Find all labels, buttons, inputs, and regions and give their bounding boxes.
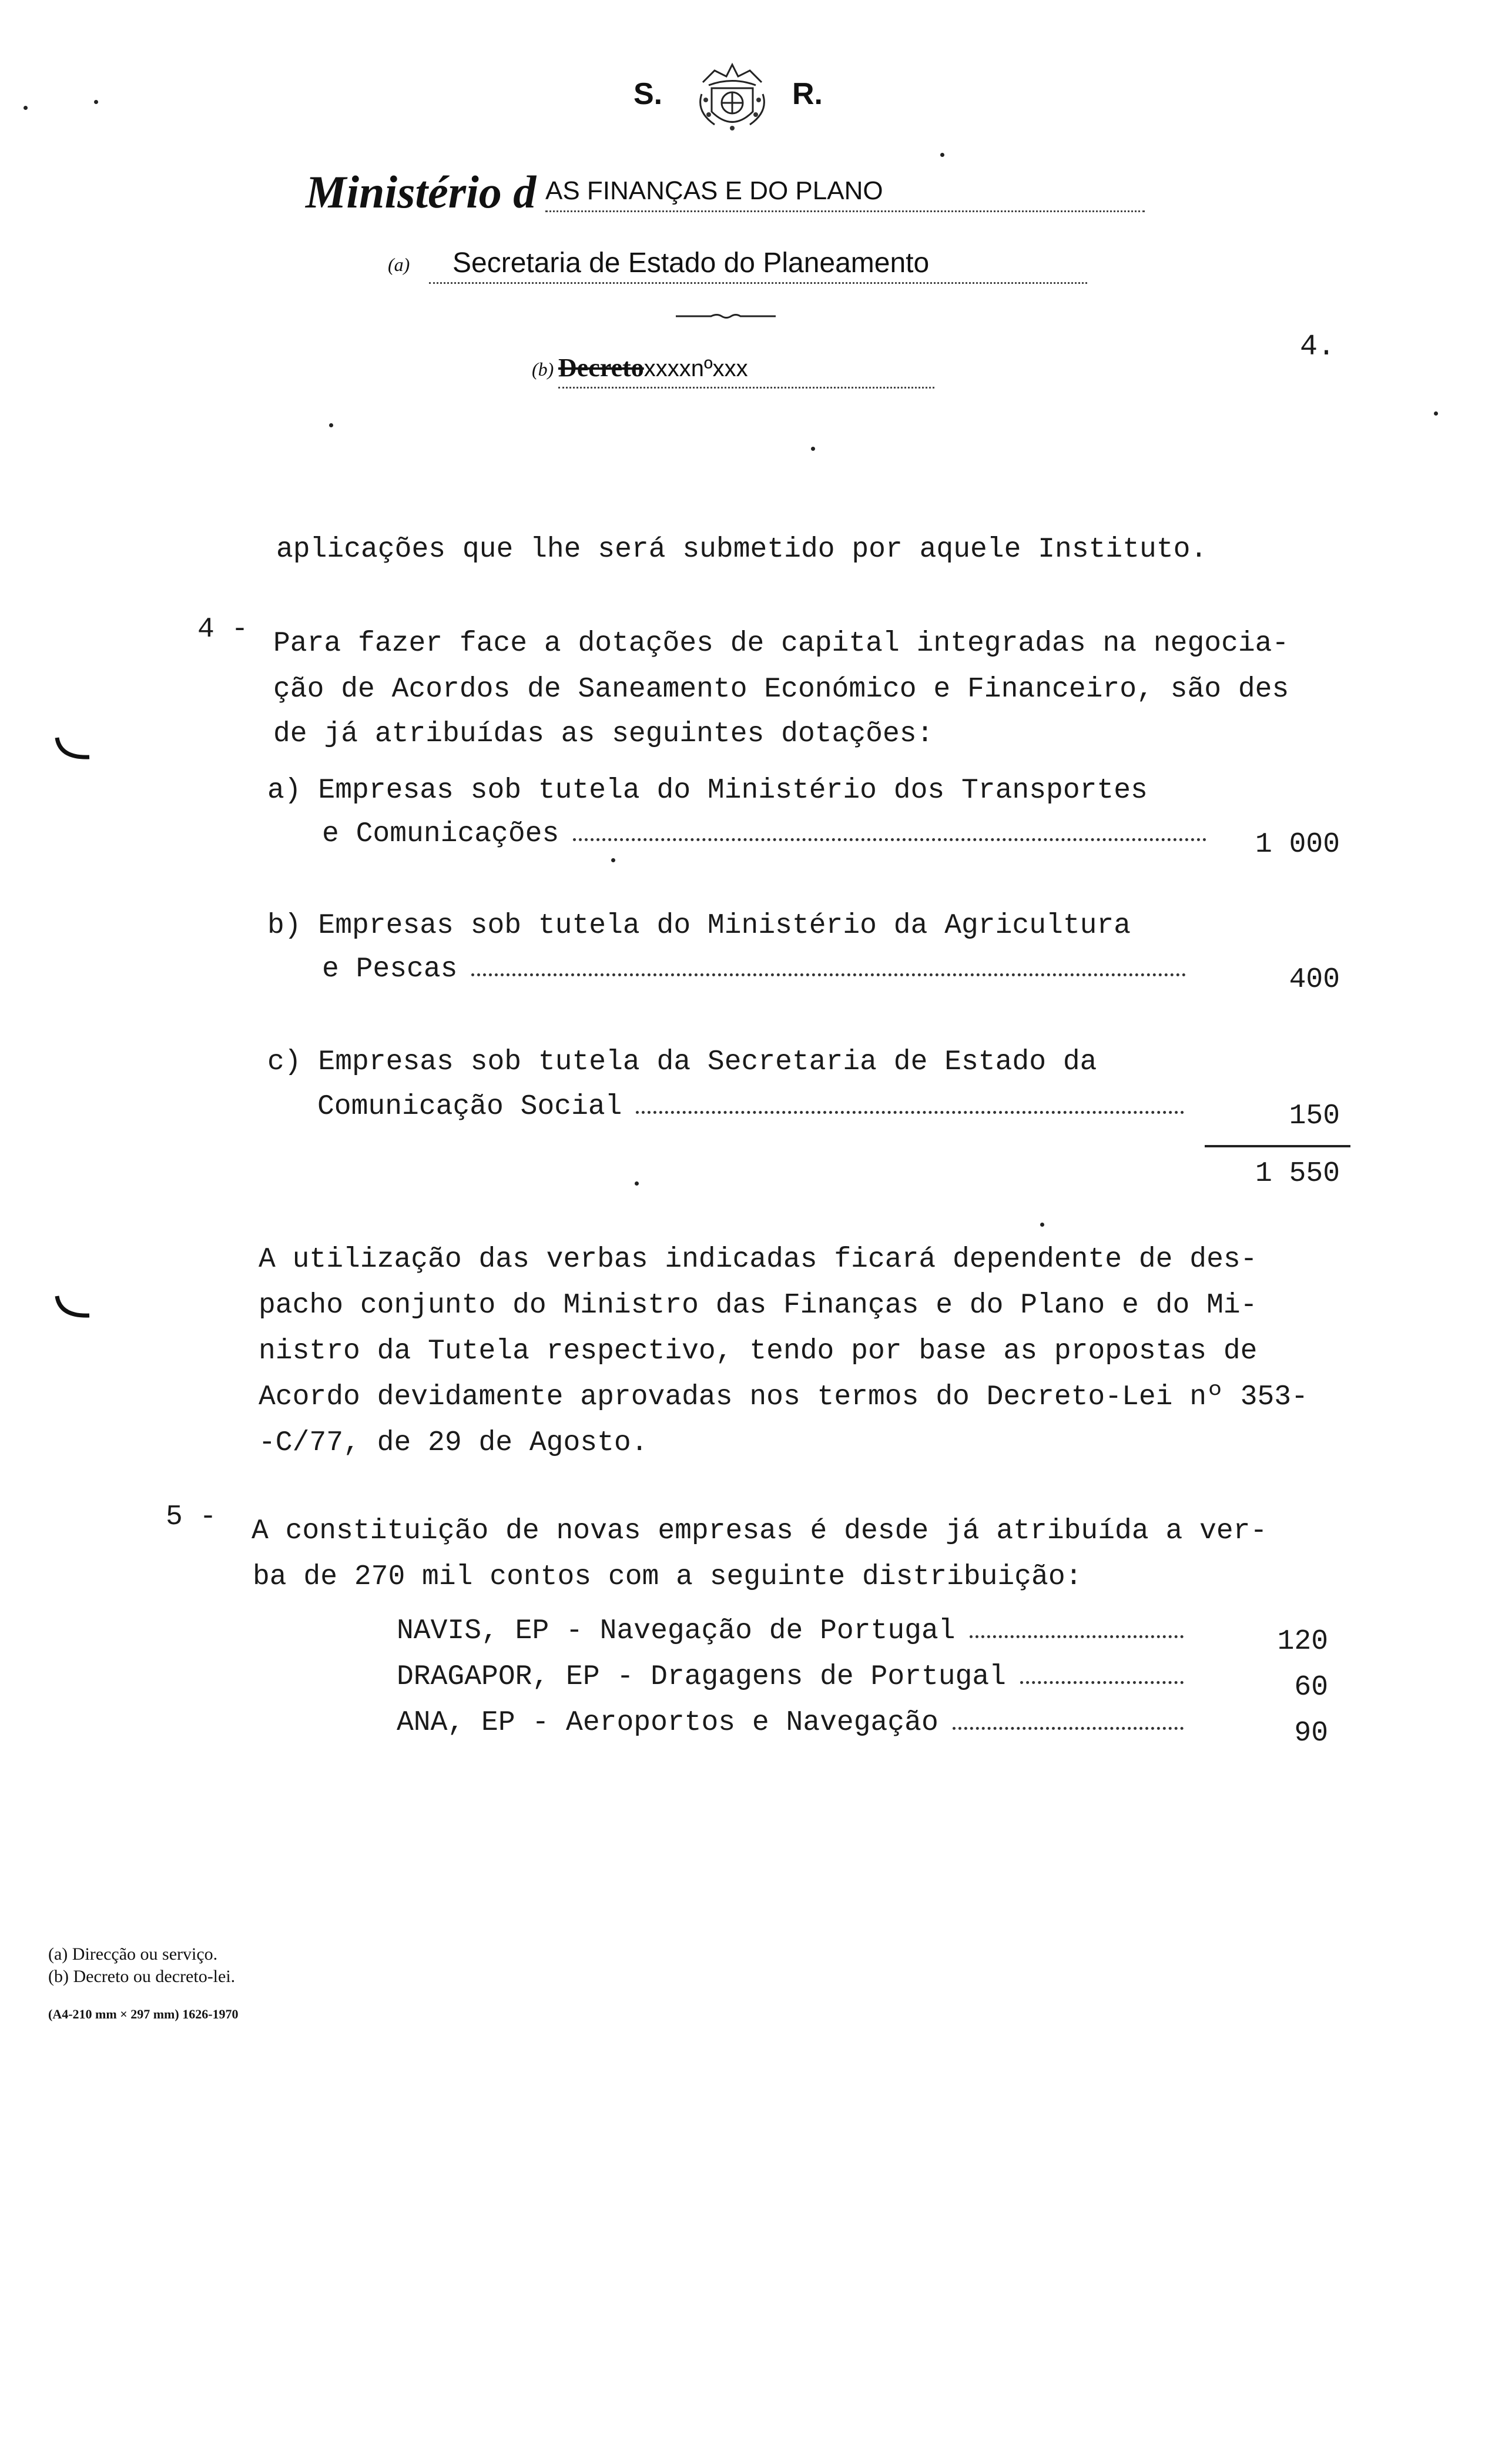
item5-line-2: ba de 270 mil contos com a seguinte distribuição: [253,1561,1082,1593]
ministry-name-text: AS FINANÇAS E DO PLANO [545,176,883,205]
letter-r: R. [792,77,823,111]
scan-speck [1434,411,1438,416]
letter-s: S. [633,77,663,111]
item4-paragraph-line-4: Acordo devidamente aprovadas nos termos do Decreto-Lei nº 353- [259,1381,1308,1413]
a-marker: (a) [388,254,410,275]
subitem-c-line-1: c) Empresas sob tutela da Secretaria de Estado da [267,1046,1097,1078]
dot-leader [636,1111,1184,1114]
scan-speck [24,106,28,110]
item4-paragraph-line-3: nistro da Tutela respectivo, tendo por base as propostas de [259,1335,1258,1367]
scan-speck [811,447,815,451]
total-value: 1 550 [1255,1158,1340,1190]
item5-line-1: A constituição de novas empresas é desde já atribuída a ver- [252,1515,1268,1547]
entry-label: NAVIS, EP - Navegação de Portugal [397,1615,956,1647]
subitem-b-label: e Pescas [322,953,458,985]
subitem-c-value: 150 [1289,1100,1340,1132]
subitem-a-value: 1 000 [1255,829,1340,861]
decreto-line [558,353,934,389]
item5-entry [397,1615,1187,1647]
scan-speck [329,423,333,427]
dot-leader [953,1727,1184,1730]
subitem-b-line-1: b) Empresas sob tutela do Ministério da Agricultura [267,910,1131,942]
binder-mark-icon [54,1293,95,1323]
item4-line-2: ção de Acordos de Saneamento Económico e Financeiro, são des [273,674,1289,705]
entry-value: 90 [1294,1718,1328,1749]
coat-of-arms-emblem [691,59,773,135]
secretaria-text: Secretaria de Estado do Planeamento [452,247,930,279]
secretaria-line [429,247,1087,284]
entry-value: 120 [1277,1626,1328,1658]
item4-line-3: de já atribuídas as seguintes dotações: [273,718,934,750]
subitem-a-line-2 [322,818,1212,850]
decreto-struck: Decreto [558,353,644,382]
subitem-a-label: e Comunicações [322,818,559,850]
footnote-b: (b) Decreto ou decreto-lei. [48,1967,236,1986]
scan-speck [611,858,615,862]
item4-paragraph-line-2: pacho conjunto do Ministro das Finanças e do Plano e do Mi- [259,1290,1258,1321]
print-reference: (A4-210 mm × 297 mm) 1626-1970 [48,2007,239,2021]
item4-number: 4 - [197,614,249,645]
dot-leader [573,838,1206,841]
ministry-prefix: Ministério d [306,166,537,217]
item4-line-1: Para fazer face a dotações de capital integradas na negocia- [273,628,1289,659]
scan-speck [1040,1223,1044,1227]
subitem-c-line-2 [317,1091,1190,1123]
total-rule [1205,1145,1350,1147]
item4-paragraph-line-1: A utilização das verbas indicadas ficará dependente de des- [259,1244,1258,1275]
binder-mark-icon [54,735,95,764]
item4-paragraph-line-5: -C/77, de 29 de Agosto. [259,1427,648,1459]
subitem-c-label: Comunicação Social [317,1091,622,1123]
b-marker: (b) [532,359,554,380]
dot-leader [1020,1681,1184,1684]
dot-leader [471,973,1186,976]
scan-speck [940,153,944,157]
decreto-filler: xxxxnºxxx [643,356,748,381]
entry-label: DRAGAPOR, EP - Dragagens de Portugal [397,1661,1006,1693]
subitem-b-line-2 [322,953,1192,985]
item5-number: 5 - [166,1501,217,1533]
continuation-line: aplicações que lhe será submetido por aquele Instituto. [276,534,1208,565]
footnote-a: (a) Direcção ou serviço. [48,1944,218,1964]
page-number: 4. [1300,330,1336,364]
entry-label: ANA, EP - Aeroportos e Navegação [397,1707,938,1739]
ornament-divider [676,313,776,320]
item5-entry [397,1661,1187,1693]
entry-value: 60 [1294,1672,1328,1703]
scan-speck [635,1181,639,1186]
scan-speck [94,100,98,104]
dot-leader [970,1635,1184,1638]
subitem-a-line-1: a) Empresas sob tutela do Ministério dos Transportes [267,775,1148,806]
item5-entry [397,1707,1187,1739]
ministry-name [545,176,1145,212]
subitem-b-value: 400 [1289,964,1340,996]
